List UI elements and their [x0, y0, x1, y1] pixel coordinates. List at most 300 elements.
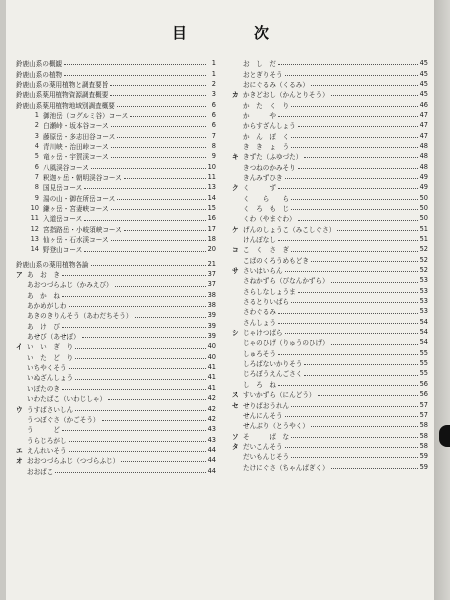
toc-entry [16, 279, 216, 289]
entry-title: えんれいそう [27, 446, 67, 455]
dot-leader [75, 357, 205, 359]
page-number: 54 [419, 317, 428, 326]
dot-leader [298, 291, 418, 293]
entry-number: 2 [34, 121, 39, 130]
kana-index-mark: カ [232, 91, 239, 100]
entry-title: いちやくそう [27, 364, 67, 373]
page-number: 53 [419, 276, 428, 285]
toc-entry [16, 203, 216, 213]
page-number: 52 [419, 255, 428, 264]
entry-title: きずた（ふゆづた） [243, 153, 303, 162]
dot-leader [278, 187, 418, 189]
entry-title: かきどおし（かんとりそう） [243, 91, 329, 100]
toc-entry [232, 192, 428, 202]
toc-entry [232, 317, 428, 327]
toc-entry [232, 161, 428, 171]
dot-leader [291, 456, 417, 458]
dot-leader [291, 208, 417, 210]
entry-title: し ろ ね [243, 380, 276, 389]
toc-entry [16, 331, 216, 341]
page-number: 45 [419, 79, 428, 88]
dot-leader [291, 301, 417, 303]
entry-title: 鈴鹿山系の薬用植物各論 [16, 260, 89, 269]
toc-entry [232, 286, 428, 296]
toc-entry [232, 451, 428, 461]
entry-title: 竜ヶ岳・宇賀渓コース [43, 153, 109, 162]
entry-number: 4 [34, 141, 39, 150]
page-number: 48 [419, 141, 428, 150]
entry-title: せんぶり（とうやく） [243, 422, 309, 431]
kana-index-mark: シ [232, 329, 239, 338]
page-number: 11 [207, 172, 216, 181]
entry-title: 国見岳コース [43, 184, 83, 193]
toc-entry [232, 379, 428, 389]
page-number: 44 [207, 445, 216, 454]
page-number: 53 [419, 297, 428, 306]
toc-entry [232, 430, 428, 440]
toc-entry [232, 389, 428, 399]
dot-leader [331, 467, 418, 469]
page-number: 8 [211, 141, 216, 150]
entry-title: じろぼうえんごさく [243, 370, 303, 379]
toc-entry [232, 348, 428, 358]
entry-title: く ず [243, 184, 276, 193]
toc-entry [16, 141, 216, 151]
dot-leader [285, 177, 418, 179]
dot-leader [285, 415, 418, 417]
dot-leader [91, 264, 206, 266]
toc-entry [16, 161, 216, 171]
dot-leader [62, 429, 206, 431]
entry-title: じゃけつばら [243, 329, 283, 338]
dot-leader [111, 239, 206, 241]
toc-entry [16, 383, 216, 393]
page-number: 43 [207, 435, 216, 444]
page-number: 17 [207, 224, 216, 233]
dot-leader [291, 405, 417, 407]
entry-title: あせび（あせぼ） [27, 333, 80, 342]
page-number: 47 [419, 131, 428, 140]
toc-entry [16, 99, 216, 109]
toc-entry [16, 352, 216, 362]
entry-number: 11 [30, 214, 39, 223]
kana-index-mark: ソ [232, 432, 239, 441]
entry-title: か た く り [243, 101, 290, 110]
page-number: 54 [419, 338, 428, 347]
toc-entry [16, 434, 216, 444]
dot-leader [75, 409, 205, 411]
toc-entry [16, 172, 216, 182]
page-number: 39 [207, 311, 216, 320]
dot-leader [117, 198, 205, 200]
title-char-right: 次 [254, 24, 270, 42]
toc-entry [232, 368, 428, 378]
page-title [6, 22, 434, 42]
kana-index-mark: ケ [232, 225, 239, 234]
toc-entry [16, 310, 216, 320]
page-number: 45 [419, 69, 428, 78]
dot-leader [108, 398, 205, 400]
dot-leader [285, 446, 418, 448]
toc-entry [16, 120, 216, 130]
entry-title: じゃのひげ（りゅうのひげ） [243, 339, 329, 348]
dot-leader [311, 425, 418, 427]
toc-entry [232, 224, 428, 234]
entry-number: 14 [30, 245, 39, 254]
entry-title: 鈴鹿山系の植物 [16, 70, 63, 79]
dot-leader [62, 274, 206, 276]
toc-entry [232, 441, 428, 451]
toc-entry [16, 414, 216, 424]
toc-entry [232, 151, 428, 161]
dot-leader [111, 125, 206, 127]
entry-title: 釈迦ヶ岳・朝明渓谷コース [43, 173, 122, 182]
page-number: 48 [419, 162, 428, 171]
entry-title: けんぽなし [243, 236, 276, 245]
page-number: 41 [207, 373, 216, 382]
page-number: 40 [207, 342, 216, 351]
page-number: 54 [419, 328, 428, 337]
page-number: 58 [419, 441, 428, 450]
dot-leader [111, 146, 206, 148]
toc-entry [232, 141, 428, 151]
page-number: 15 [207, 203, 216, 212]
dot-leader [278, 384, 418, 386]
page-number: 55 [419, 348, 428, 357]
entry-title: あかめがしわ [27, 302, 67, 311]
entry-title: しろばないかりそう [243, 360, 303, 369]
dot-leader [62, 388, 206, 390]
toc-entry [16, 224, 216, 234]
entry-title: あ け び [27, 322, 60, 331]
toc-entry [232, 337, 428, 347]
dot-leader [304, 374, 417, 376]
toc-entry [16, 110, 216, 120]
dot-leader [62, 326, 206, 328]
kana-index-mark: キ [232, 153, 239, 162]
toc-entry [232, 203, 428, 213]
toc-entry [232, 255, 428, 265]
dot-leader [318, 394, 418, 396]
toc-entry [16, 182, 216, 192]
page-edge [434, 0, 450, 600]
dot-leader [124, 229, 206, 231]
toc-entry [232, 79, 428, 89]
entry-title: おおつづらふじ（つづらふじ） [27, 457, 120, 466]
page-number: 50 [419, 193, 428, 202]
page-number: 47 [419, 121, 428, 130]
toc-entry [16, 89, 216, 99]
entry-title: 鎌ヶ岳・宮妻峡コース [43, 204, 109, 213]
dot-leader [278, 63, 418, 65]
entry-title: 青川峡・治田峠コース [43, 142, 109, 151]
entry-title: く ら ら [243, 194, 290, 203]
entry-title: さわぐるみ [243, 308, 276, 317]
page-number: 59 [419, 462, 428, 471]
entry-title: 鈴鹿山系の薬用植物と調査要旨 [16, 80, 109, 89]
toc-entry [232, 68, 428, 78]
page-number: 44 [207, 456, 216, 465]
page-number: 50 [419, 214, 428, 223]
page-number: 7 [211, 131, 216, 140]
page-number: 52 [419, 266, 428, 275]
entry-title: さいはいらん [243, 267, 283, 276]
entry-title: 入道岳コース [43, 215, 83, 224]
dot-leader [278, 353, 418, 355]
page-number: 6 [211, 110, 216, 119]
toc-entry [232, 99, 428, 109]
toc-entry [16, 465, 216, 475]
dot-leader [115, 285, 206, 287]
dot-leader [69, 440, 206, 442]
entry-title: 鈴鹿山系薬用植物地域別調査概要 [16, 101, 115, 110]
dot-leader [69, 450, 206, 452]
entry-title: 野登山コース [43, 246, 83, 255]
page-number: 47 [419, 110, 428, 119]
toc-entry [232, 130, 428, 140]
kana-index-mark: タ [232, 442, 239, 451]
entry-title: たけにぐさ（ちゃんばぎく） [243, 463, 329, 472]
entry-title: せんにんそう [243, 411, 283, 420]
toc-entry [232, 120, 428, 130]
toc-entry [16, 68, 216, 78]
dot-leader [130, 115, 206, 117]
page-number: 46 [419, 100, 428, 109]
entry-number: 8 [34, 183, 39, 192]
toc-entry [232, 358, 428, 368]
entry-title: 藤原岳・多志田谷コース [43, 132, 116, 141]
kana-index-mark: コ [232, 246, 239, 255]
entry-title: 八風渓谷コース [43, 163, 89, 172]
toc-entry [16, 58, 216, 68]
toc-entry [16, 321, 216, 331]
page-number: 50 [419, 203, 428, 212]
dot-leader [135, 316, 206, 318]
toc-entry [16, 341, 216, 351]
dot-leader [291, 436, 417, 438]
toc-entry [232, 172, 428, 182]
page-number: 41 [207, 383, 216, 392]
toc-entry [16, 269, 216, 279]
dot-leader [117, 136, 206, 138]
page-number: 16 [207, 214, 216, 223]
page-number: 21 [207, 259, 216, 268]
page-number: 57 [419, 400, 428, 409]
toc-entry [232, 306, 428, 316]
entry-title: お し だ [243, 60, 276, 69]
dot-leader [285, 270, 418, 272]
entry-title: こ く さ ぎ [243, 246, 290, 255]
toc-entry [16, 424, 216, 434]
toc-left-column [16, 58, 216, 476]
entry-title: だいこんそう [243, 442, 283, 451]
page-number: 1 [211, 69, 216, 78]
dot-leader [64, 63, 206, 65]
kana-index-mark: ス [232, 391, 239, 400]
entry-title: いわたばこ（いわじしゃ） [27, 395, 107, 404]
entry-title: き き ょ う [243, 142, 290, 151]
entry-title: おおばこ [27, 467, 54, 476]
toc-entry [232, 265, 428, 275]
entry-title: いぬざんしょう [27, 374, 74, 383]
entry-title: あ か ね [27, 291, 60, 300]
dot-leader [111, 208, 206, 210]
entry-title: すいかずら（にんどう） [243, 391, 316, 400]
entry-title: く ろ も じ [243, 204, 290, 213]
toc-right-column [232, 58, 428, 472]
dot-leader [102, 419, 206, 421]
book-page [6, 0, 434, 600]
page-number: 59 [419, 452, 428, 461]
page-number: 56 [419, 379, 428, 388]
dot-leader [278, 115, 418, 117]
page-number: 39 [207, 321, 216, 330]
toc-entry [232, 213, 428, 223]
dot-leader [91, 167, 206, 169]
entry-title: 宮指路岳・小岐須峡コース [43, 225, 122, 234]
toc-entry [232, 89, 428, 99]
page-number: 10 [207, 162, 216, 171]
entry-title: か や [243, 111, 276, 120]
page-number: 58 [419, 421, 428, 430]
toc-entry [232, 182, 428, 192]
entry-title: あきのきりんそう（あわだちそう） [27, 312, 133, 321]
page-number: 6 [211, 121, 216, 130]
dot-leader [278, 322, 418, 324]
page-number: 45 [419, 90, 428, 99]
entry-title: うらじろがし [27, 436, 67, 445]
toc-entry [16, 259, 216, 269]
toc-entry [16, 362, 216, 372]
dot-leader [291, 198, 417, 200]
entry-title: げんのしょうこ（みこしぐさ） [243, 225, 336, 234]
page-number: 6 [211, 100, 216, 109]
dot-leader [298, 219, 418, 221]
toc-entry [16, 445, 216, 455]
entry-title: こばのくろうめもどき [243, 256, 309, 265]
entry-title: あ お き [27, 271, 60, 280]
dot-leader [111, 156, 206, 158]
kana-index-mark: ア [16, 271, 23, 280]
page-number: 41 [207, 363, 216, 372]
toc-entry [16, 403, 216, 413]
dot-leader [337, 229, 417, 231]
entry-number: 9 [34, 193, 39, 202]
page-number: 43 [207, 425, 216, 434]
entry-title: きつねのかみそり [243, 163, 296, 172]
dot-leader [110, 94, 206, 96]
toc-entry [232, 327, 428, 337]
entry-title: 仙ヶ岳・石水渓コース [43, 236, 109, 245]
toc-entry [16, 372, 216, 382]
entry-number: 10 [30, 203, 39, 212]
entry-title: さるとりいばら [243, 298, 290, 307]
dot-leader [331, 94, 418, 96]
page-number: 58 [419, 431, 428, 440]
entry-title: うつぼぐさ（かごそう） [27, 415, 100, 424]
dot-leader [285, 74, 418, 76]
page-number: 37 [207, 280, 216, 289]
entry-title: せりばおうれん [243, 401, 290, 410]
entry-title: 鈴鹿山系薬用植物資源調査概要 [16, 91, 109, 100]
page-number: 1 [211, 59, 216, 68]
dot-leader [75, 378, 205, 380]
dot-leader [121, 460, 205, 462]
page-number: 55 [419, 359, 428, 368]
dot-leader [84, 187, 205, 189]
dot-leader [291, 105, 417, 107]
kana-index-mark: オ [16, 457, 23, 466]
page-number: 49 [419, 172, 428, 181]
page-number: 37 [207, 270, 216, 279]
entry-title: 白瀬峠・坂本谷コース [43, 122, 109, 131]
entry-number: 5 [34, 152, 39, 161]
dot-leader [298, 125, 418, 127]
dot-leader [298, 167, 418, 169]
toc-entry [232, 110, 428, 120]
toc-entry [16, 244, 216, 254]
page-number: 38 [207, 290, 216, 299]
entry-number: 7 [34, 172, 39, 181]
entry-title: さんしょう [243, 318, 276, 327]
page-number: 3 [211, 90, 216, 99]
dot-leader [124, 177, 206, 179]
entry-number: 1 [34, 110, 39, 119]
entry-title: おにぐるみ（くるみ） [243, 80, 309, 89]
dot-leader [291, 146, 417, 148]
page-number: 56 [419, 390, 428, 399]
entry-number: 13 [30, 235, 39, 244]
toc-entry [16, 455, 216, 465]
dot-leader [291, 250, 417, 252]
kana-index-mark: イ [16, 343, 23, 352]
entry-title: からすざんしょう [243, 122, 296, 131]
page-number: 18 [207, 235, 216, 244]
dot-leader [304, 363, 417, 365]
page-number: 48 [419, 152, 428, 161]
toc-entry [16, 290, 216, 300]
page-number: 42 [207, 404, 216, 413]
page-number: 38 [207, 301, 216, 310]
entry-title: 御池岳（コグルミ谷）コース [43, 111, 129, 120]
entry-title: いぼたのき [27, 384, 60, 393]
entry-title: しゅろそう [243, 349, 276, 358]
dot-leader [291, 136, 417, 138]
entry-number: 12 [30, 224, 39, 233]
page-number: 14 [207, 193, 216, 202]
dot-leader [84, 219, 205, 221]
toc-entry [232, 296, 428, 306]
entry-title: さねかずら（びなんかずら） [243, 277, 329, 286]
dot-leader [55, 471, 205, 473]
entry-number: 3 [34, 131, 39, 140]
toc-entry [232, 58, 428, 68]
toc-entry [16, 79, 216, 89]
kana-index-mark: ク [232, 184, 239, 193]
dot-leader [331, 281, 418, 283]
dot-leader [110, 84, 206, 86]
toc-entry [232, 461, 428, 471]
page-number: 55 [419, 369, 428, 378]
toc-entry [16, 300, 216, 310]
toc-entry [232, 410, 428, 420]
entry-title: きんみずひき [243, 173, 283, 182]
kana-index-mark: ウ [16, 405, 23, 414]
dot-leader [278, 312, 418, 314]
toc-entry [16, 192, 216, 202]
entry-title: だいもんじそう [243, 453, 290, 462]
page-number: 13 [207, 183, 216, 192]
